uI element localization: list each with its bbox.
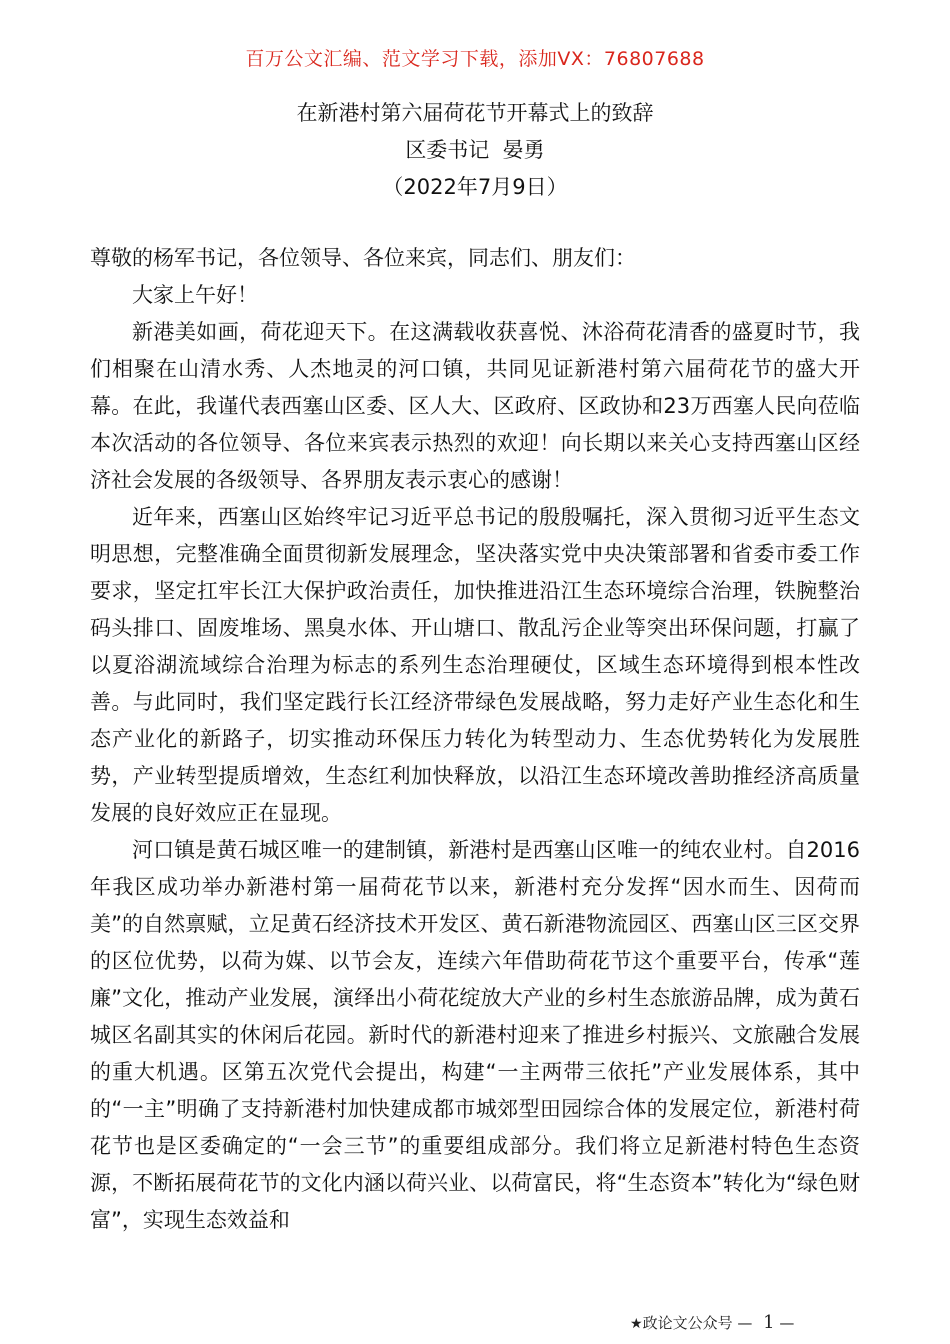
page-number: 1 [763,1312,775,1333]
salutation: 尊敬的杨军书记，各位领导、各位来宾，同志们、朋友们： [90,246,636,270]
paragraph-2: 近年来，西塞山区始终牢记习近平总书记的殷殷嘱托，深入贯彻习近平生态文明思想，完整准确全面贯彻新发展理念，坚决落实党中央决策部署和省委市委工作要求，坚定扛牢长江大保护政治责任，加快推进沿江生态环境综合治理，铁腕整治码头排口、固废堆场、黑臭水体、开山塘口、散乱污企业等突出环保问题，打赢了以夏浴湖流域综合治理为标志的系列生态治理硬仗，区域生态环境得到根本性改善。与此同时，我们坚定践行长江经济带绿色发展战略，努力走好产业生态化和生态产业化的新路子，切实推动环保压力转化为转型动力、生态优势转化为发展胜势，产业转型提质增效，生态红利加快释放，以沿江生态环境改善助推经济高质量发展的良好效应正在显现。 [90,505,860,825]
star-icon: ★ [630,1316,643,1332]
document-author: 区委书记 晏勇 [405,138,545,162]
watermark-banner: 百万公文汇编、范文学习下载，添加VX：76807688 [245,48,705,70]
document-body [90,240,860,1239]
greeting: 大家上午好！ [132,283,258,307]
paragraph-1: 新港美如画，荷花迎天下。在这满载收获喜悦、沐浴荷花清香的盛夏时节，我们相聚在山清水秀、人杰地灵的河口镇，共同见证新港村第六届荷花节的盛大开幕。在此，我谨代表西塞山区委、区人大、区政府、区政协和23万西塞人民向莅临本次活动的各位领导、各位来宾表示热烈的欢迎！向长期以来关心支持西塞山区经济社会发展的各级领导、各界朋友表示衷心的感谢！ [90,320,860,492]
page-footer [630,1312,890,1333]
footer-dash-left: — [737,1314,753,1332]
document-date: （2022年7月9日） [382,175,568,199]
document-title: 在新港村第六届荷花节开幕式上的致辞 [296,101,654,125]
footer-dash-right: — [779,1314,795,1332]
paragraph-3: 河口镇是黄石城区唯一的建制镇，新港村是西塞山区唯一的纯农业村。自2016年我区成功举办新港村第一届荷花节以来，新港村充分发挥“因水而生、因荷而美”的自然禀赋，立足黄石经济技术开发区、黄石新港物流园区、西塞山区三区交界的区位优势，以荷为媒、以节会友，连续六年借助荷花节这个重要平台，传承“莲廉”文化，推动产业发展，演绎出小荷花绽放大产业的乡村生态旅游品牌，成为黄石城区名副其实的休闲后花园。新时代的新港村迎来了推进乡村振兴、文旅融合发展的重大机遇。区第五次党代会提出，构建“一主两带三依托”产业发展体系，其中的“一主”明确了支持新港村加快建成都市城郊型田园综合体的发展定位，新港村荷花节也是区委确定的“一会三节”的重要组成部分。我们将立足新港村特色生态资源，不断拓展荷花节的文化内涵以荷兴业、以荷富民，将“生态资本”转化为“绿色财富”，实现生态效益和 [90,838,860,1232]
footer-source: 政论文公众号 [642,1314,733,1332]
